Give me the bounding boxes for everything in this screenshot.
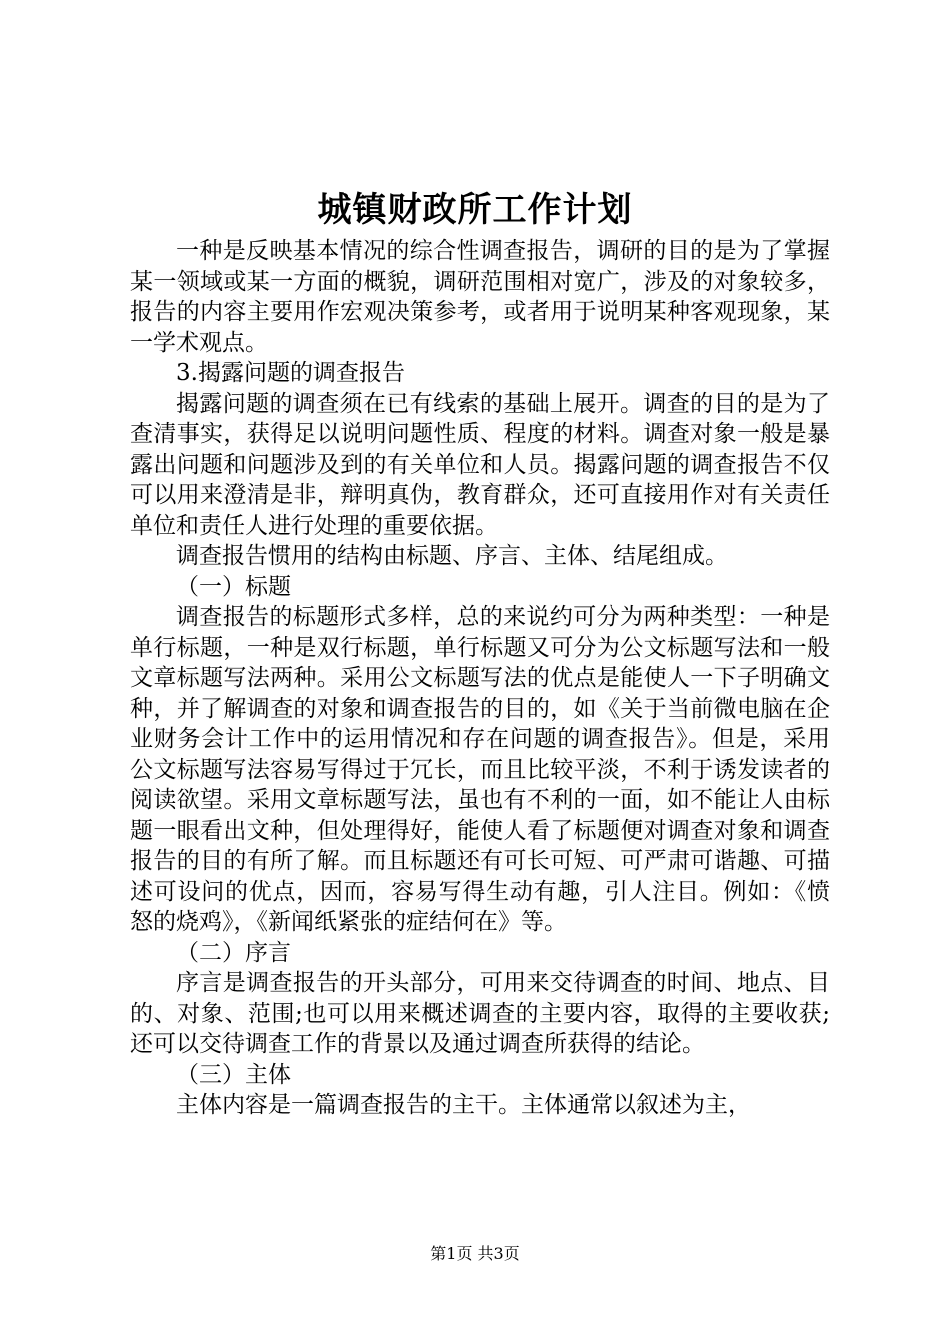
page-number-footer: 第1页 共3页 xyxy=(430,1244,520,1263)
heading-expose-report: 3.揭露问题的调查报告 xyxy=(176,360,405,386)
paragraph-title-section: 调查报告的标题形式多样，总的来说约可分为两种类型：一种是单行标题，一种是双行标题，单行标题又可分为公文标题写法和一般文章标题写法两种。采用公文标题写法的优点是能使人一下子明确文种，并了解调查的对象和调查报告的目的，如《关于当前微电脑在企业财务会计工作中的运用情况和存在问题的调查报告》。但是，采用公文标题写法容易写得过于冗长，而且比较平淡，不利于诱发读者的阅读欲望。采用文章标题写法，虽也有不利的一面，如不能让人由标题一眼看出文种，但处理得好，能使人看了标题便对调查对象和调查报告的目的有所了解。而且标题还有可长可短、可严肃可谐趣、可描述可设问的优点，因而，容易写得生动有趣，引人注目。例如：《愤怒的烧鸡》，《新闻纸紧张的症结何在》等。 xyxy=(130,604,830,935)
paragraph-structure: 调查报告惯用的结构由标题、序言、主体、结尾组成。 xyxy=(176,543,728,569)
paragraph-overview-report: 一种是反映基本情况的综合性调查报告，调研的目的是为了掌握某一领域或某一方面的概貌，调研范围相对宽广，涉及的对象较多，报告的内容主要用作宏观决策参考，或者用于说明某种客观现象，某一学术观点。 xyxy=(130,238,830,356)
heading-main-body-section: （三）主体 xyxy=(176,1061,291,1088)
heading-preface-section: （二）序言 xyxy=(176,939,291,966)
paragraph-main-body-section: 主体内容是一篇调查报告的主干。主体通常以叙述为主， xyxy=(176,1092,751,1118)
document-title: 城镇财政所工作计划 xyxy=(317,190,633,230)
heading-title-section: （一）标题 xyxy=(176,573,291,600)
paragraph-expose-report: 揭露问题的调查须在已有线索的基础上展开。调查的目的是为了查清事实，获得足以说明问题性质、程度的材料。调查对象一般是暴露出问题和问题涉及到的有关单位和人员。揭露问题的调查报告不仅可以用来澄清是非，辩明真伪，教育群众，还可直接用作对有关责任单位和责任人进行处理的重要依据。 xyxy=(130,390,830,539)
document-body xyxy=(130,236,830,1121)
paragraph-preface-section: 序言是调查报告的开头部分，可用来交待调查的时间、地点、目的、对象、范围;也可以用来概述调查的主要内容，取得的主要收获;还可以交待调查工作的背景以及通过调查所获得的结论。 xyxy=(130,970,830,1057)
